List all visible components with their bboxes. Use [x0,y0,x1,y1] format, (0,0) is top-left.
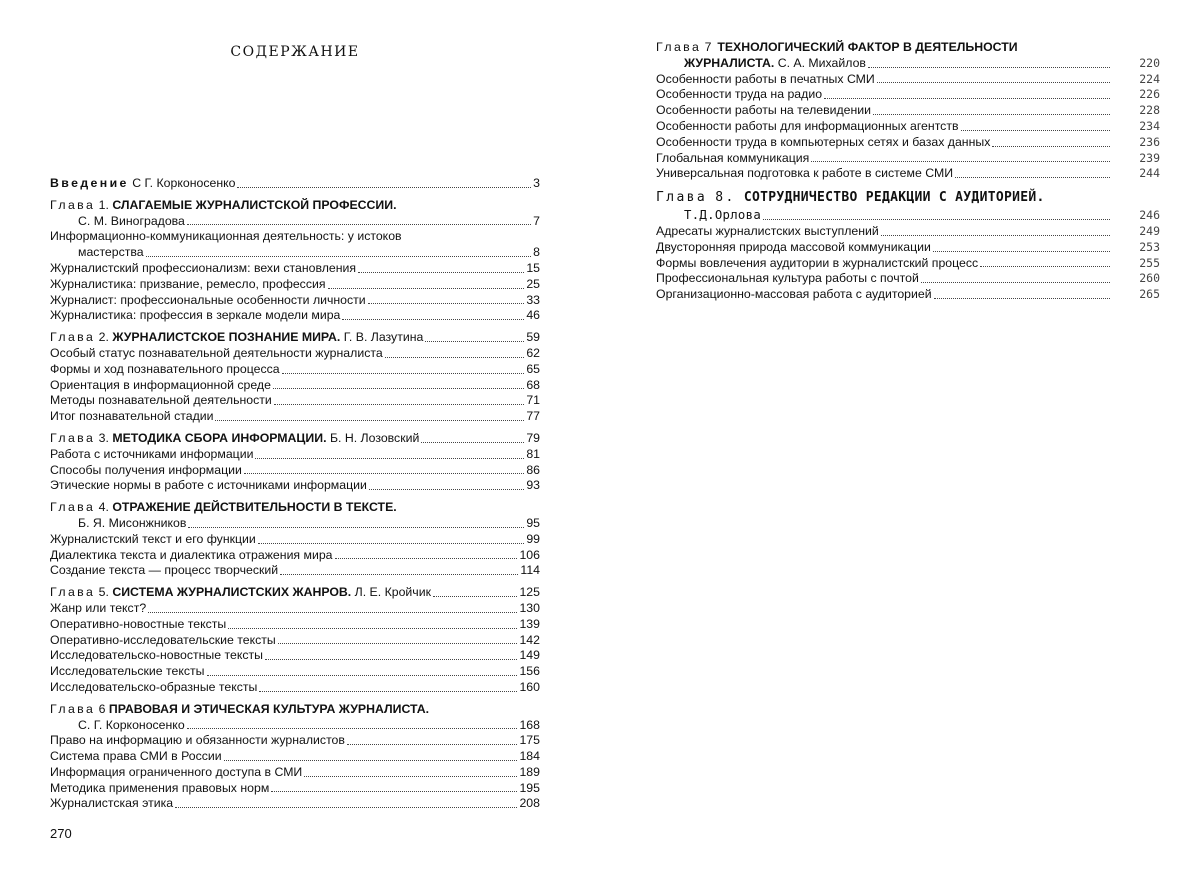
page-number: 46 [526,308,540,323]
chapter-number: 6 [98,701,106,716]
page-number: 220 [1139,55,1160,70]
dot-leader [961,130,1111,131]
chapter-prefix: Глава [50,430,96,445]
chapter-number: 4. [98,500,109,515]
toc-entry [656,151,1160,167]
chapter-heading [50,500,540,516]
page-number: 79 [526,430,540,445]
page-number: 15 [526,260,540,275]
page-number: 95 [526,515,540,530]
page-number: 130 [519,600,540,615]
dot-leader [877,82,1110,83]
toc-entry [50,261,540,277]
chapter-number: 8. [715,190,736,206]
chapter-prefix: Глава [656,190,708,206]
entry-title: Журналистский профессионализм: вехи становления [50,260,357,275]
page-number: 239 [1139,150,1160,165]
page-number: 195 [519,780,540,795]
page-number: 234 [1139,118,1160,133]
chapter-2 [50,330,540,425]
dot-leader [188,527,524,528]
toc-title: СОДЕРЖАНИЕ [230,44,360,60]
page-number: 224 [1139,71,1160,86]
page-number: 184 [519,749,540,764]
toc-entry [50,563,540,579]
chapter-heading [50,585,540,601]
entry-title [50,229,540,261]
page-number: 8 [533,245,540,260]
dot-leader [369,489,524,490]
chapter-author: Б. Н. Лозовский [329,430,420,445]
dot-leader [258,543,525,544]
dot-leader [873,114,1110,115]
dot-leader [271,791,517,792]
page-number: 93 [526,478,540,493]
entry-title: Адресаты журналистских выступлений [656,223,879,238]
toc-entry [50,648,540,664]
dot-leader [881,235,1110,236]
dot-leader [824,98,1110,99]
dot-leader [146,245,532,257]
entry-title: Ориентация в информационной среде [50,377,271,392]
chapter-title: СЛАГАЕМЫЕ ЖУРНАЛИСТСКОЙ ПРОФЕССИИ. [112,197,397,212]
page-number: 142 [519,632,540,647]
toc-entry [50,378,540,394]
toc-entry [50,781,540,797]
chapter-prefix: Глава [50,701,96,716]
chapter-prefix: Глава [50,197,96,212]
dot-leader [259,691,517,692]
page-number: 208 [519,796,540,811]
dot-leader [335,558,518,559]
toc-entry [656,287,1160,303]
toc-entry [50,617,540,633]
toc-entry [50,749,540,765]
page-number: 265 [1139,287,1160,302]
dot-leader [187,728,518,729]
dot-leader [425,341,524,342]
entry-title: Жанр или текст? [50,600,147,615]
entry-title: Универсальная подготовка к работе в системе СМИ [656,166,954,181]
dot-leader [255,458,524,459]
chapter-title: ОТРАЖЕНИЕ ДЕЙСТВИТЕЛЬНОСТИ В ТЕКСТЕ. [112,500,397,515]
entry-title: Оперативно-новостные тексты [50,616,227,631]
entry-title: Система права СМИ в России [50,749,222,764]
dot-leader [421,442,524,443]
dot-leader [304,776,517,777]
dot-leader [148,612,517,613]
chapter-8 [656,188,1160,303]
page-number: 228 [1139,103,1160,118]
chapter-author-row [50,516,540,532]
page-number: 244 [1139,166,1160,181]
page-number: 139 [519,616,540,631]
toc-entry [50,308,540,324]
dot-leader [187,224,531,225]
toc-entry [50,362,540,378]
left-chapters [50,198,540,812]
chapter-author-row [50,214,540,230]
dot-leader [265,659,518,660]
page-number: 59 [526,330,540,345]
chapter-author: Б. Я. Мисонжников [78,515,187,530]
toc-entry [50,277,540,293]
page-number: 255 [1139,255,1160,270]
dot-leader [237,187,531,188]
entry-title-line2: мастерства [78,245,144,260]
dot-leader [282,373,525,374]
chapter-prefix: Глава [50,330,96,345]
toc-left [50,176,540,812]
entry-title: Право на информацию и обязанности журналистов [50,733,345,748]
toc-entry [50,633,540,649]
toc-entry [50,548,540,564]
chapter-title: ЖУРНАЛИСТСКОЕ ПОЗНАНИЕ МИРА. [112,330,341,345]
entry-title: Итог познавательной стадии [50,409,214,424]
chapter-title: ПРАВОВАЯ И ЭТИЧЕСКАЯ КУЛЬТУРА ЖУРНАЛИСТА. [108,701,430,716]
dot-leader [433,596,518,597]
toc-entry [656,103,1160,119]
page-number: 71 [526,393,540,408]
chapter-author: С. А. Михайлов [777,55,866,70]
entry-title: Формы вовлечения аудитории в журналистский процесс [656,255,979,270]
chapter-5 [50,585,540,696]
dot-leader [328,288,525,289]
dot-leader [868,67,1110,68]
entry-title: Двусторонняя природа массовой коммуникации [656,239,931,254]
chapter-number: 1. [98,197,109,212]
entry-title: Формы и ход познавательного процесса [50,361,280,376]
chapter-author: С. Г. Корконосенко [78,717,185,732]
entry-title: Журналистский текст и его функции [50,531,256,546]
entry-title: Журналистская этика [50,796,174,811]
dot-leader [933,251,1110,252]
toc-entry [50,765,540,781]
page-number: 86 [526,462,540,477]
dot-leader [368,303,525,304]
chapter-number: 3. [98,430,109,445]
page-number: 114 [520,563,540,578]
entry-title: Методы познавательной деятельности [50,393,272,408]
toc-entry [50,478,540,494]
entry-title: Информация ограниченного доступа в СМИ [50,764,303,779]
dot-leader [358,272,524,273]
chapter-heading [50,702,540,718]
entry-title: Особенности работы на телевидении [656,103,872,118]
dot-leader [980,266,1110,267]
toc-entry [656,119,1160,135]
dot-leader [224,760,518,761]
toc-entry [656,224,1160,240]
toc-entry [50,664,540,680]
page-number: 246 [1139,208,1160,223]
page-number: 77 [526,409,540,424]
entry-title: Исследовательско-новостные тексты [50,648,263,663]
chapter-title-cont: ЖУРНАЛИСТА. [684,55,775,70]
dot-leader [342,319,524,320]
chapter-heading [50,330,540,346]
toc-entry [656,72,1160,88]
dot-leader [273,388,524,389]
chapter-prefix: Глава [50,500,96,515]
chapter-1 [50,198,540,324]
toc-intro-row [50,176,540,192]
page-number: 68 [526,377,540,392]
toc-entry [50,229,540,261]
chapter-7 [656,40,1160,182]
toc-entry [50,393,540,409]
dot-leader [228,628,517,629]
toc-entry [50,532,540,548]
toc-entry [50,447,540,463]
dot-leader [934,298,1110,299]
page-number: 106 [519,547,540,562]
page-number: 7 [533,213,540,228]
chapter-prefix: Глава [50,585,96,600]
entry-title-line1: Информационно-коммуникационная деятельность: у истоков [50,229,402,244]
dot-leader [278,643,518,644]
page-number: 81 [526,446,540,461]
entry-title: Работа с источниками информации [50,446,254,461]
entry-title: Этические нормы в работе с источниками информации [50,478,367,493]
chapter-heading [50,198,540,214]
dot-leader [207,675,518,676]
chapter-prefix: Глава [656,40,702,54]
entry-title: Способы получения информации [50,462,242,477]
chapter-3 [50,431,540,494]
chapter-author-row [50,718,540,734]
entry-title: Особенности работы для информационных агентств [656,118,959,133]
entry-title: Журналист: профессиональные особенности личности [50,292,366,307]
entry-title: Диалектика текста и диалектика отражения мира [50,547,333,562]
page-number: 156 [519,664,540,679]
toc-entry [656,240,1160,256]
chapter-number: 5. [98,585,109,600]
entry-title: Особенности работы в печатных СМИ [656,71,875,86]
toc-entry [50,293,540,309]
page-number: 226 [1139,87,1160,102]
entry-title: Создание текста — процесс творческий [50,563,279,578]
right-page [600,0,1200,885]
dot-leader [274,404,525,405]
entry-title: Оперативно-исследовательские тексты [50,632,276,647]
chapter-number: 7 [704,40,714,54]
entry-title: Журналистика: призвание, ремесло, профессия [50,276,326,291]
dot-leader [347,744,518,745]
page-number: 236 [1139,134,1160,149]
page-number: 160 [519,679,540,694]
dot-leader [175,807,517,808]
page-number: 260 [1139,271,1160,286]
page-number: 249 [1139,223,1160,238]
entry-title: Профессиональная культура работы с почтой [656,271,919,286]
chapter-title: МЕТОДИКА СБОРА ИНФОРМАЦИИ. [112,430,327,445]
toc-entry [656,271,1160,287]
page-number: 62 [526,345,540,360]
dot-leader [811,161,1110,162]
chapter-author: С. М. Виноградова [78,213,185,228]
toc-entry [656,87,1160,103]
chapter-title: СОТРУДНИЧЕСТВО РЕДАКЦИИ С АУДИТОРИЕЙ. [743,190,1045,206]
entry-title: Особенности труда в компьютерных сетях и базах данных [656,134,991,149]
toc-entry [656,135,1160,151]
page-number: 3 [533,176,540,190]
page-number: 99 [526,531,540,546]
entry-title: Исследовательско-образные тексты [50,679,258,694]
page-number: 25 [526,276,540,291]
chapter-number: 2. [98,330,109,345]
intro-author: С Г. Корконосенко [132,176,236,190]
entry-title: Глобальная коммуникация [656,150,810,165]
entry-title: Методика применения правовых норм [50,780,270,795]
page-number: 65 [526,361,540,376]
dot-leader [992,146,1110,147]
page-number: 175 [519,733,540,748]
page-number: 168 [519,717,540,732]
dot-leader [215,420,524,421]
chapter-author: Т.Д.Орлова [684,208,762,223]
toc-entry [656,166,1160,182]
chapter-4 [50,500,540,579]
dot-leader [921,282,1110,283]
folio-page-number: 270 [50,826,72,841]
entry-title: Особенности труда на радио [656,87,823,102]
toc-entry [50,463,540,479]
page-number: 125 [519,585,540,600]
intro-label: Введение [50,176,129,190]
toc-entry [50,409,540,425]
chapter-author: Л. Е. Кройчик [354,585,431,600]
page-number: 149 [519,648,540,663]
toc-entry [50,601,540,617]
dot-leader [763,219,1110,220]
toc-entry [50,733,540,749]
chapter-title: СИСТЕМА ЖУРНАЛИСТСКИХ ЖАНРОВ. [112,585,352,600]
entry-title: Особый статус познавательной деятельности журналиста [50,345,383,360]
entry-title: Исследовательские тексты [50,664,205,679]
toc-entry [50,680,540,696]
entry-title: Организационно-массовая работа с аудиторией [656,287,932,302]
toc-entry [656,256,1160,272]
toc-entry [50,346,540,362]
chapter-title: ТЕХНОЛОГИЧЕСКИЙ ФАКТОР В ДЕЯТЕЛЬНОСТИ [717,40,1018,54]
dot-leader [244,473,524,474]
page-number: 189 [519,764,540,779]
dot-leader [280,574,518,575]
toc-entry [50,796,540,812]
chapter-heading [50,431,540,447]
toc-right [656,40,1160,303]
dot-leader [955,177,1110,178]
chapter-author: Г. В. Лазутина [343,330,424,345]
dot-leader [385,357,525,358]
page-number: 253 [1139,239,1160,254]
chapter-6 [50,702,540,813]
page-number: 33 [526,292,540,307]
entry-title: Журналистика: профессия в зеркале модели мира [50,308,341,323]
